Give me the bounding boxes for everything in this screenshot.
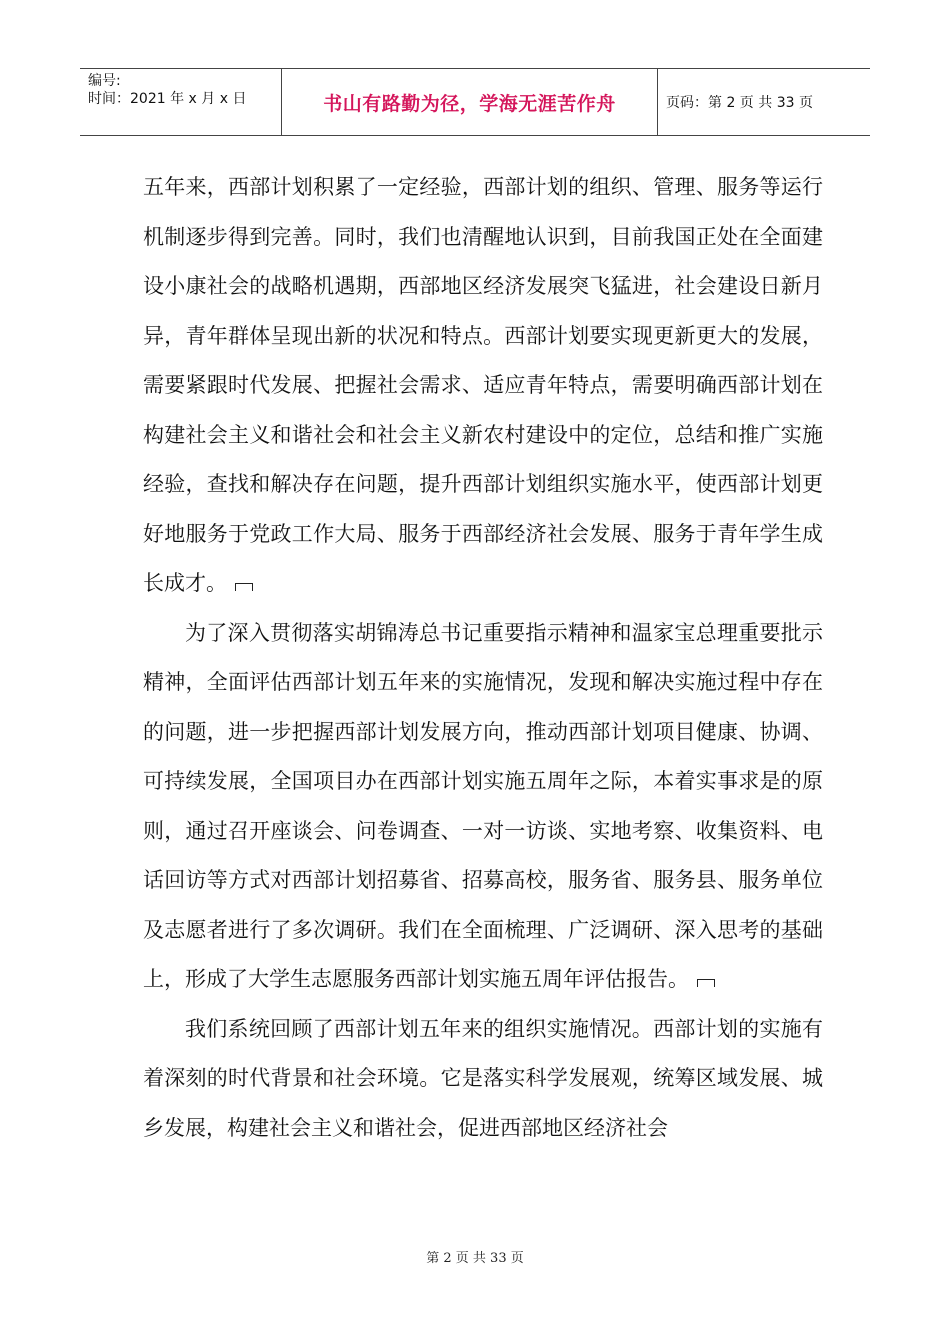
serial-number-label: 编号: [88,73,121,89]
paragraph-2 [143,609,823,1005]
page-footer: 第 2 页 共 33 页 [426,1251,524,1266]
paragraph-1-text: 五年来，西部计划积累了一定经验，西部计划的组织、管理、服务等运行机制逐步得到完善。同时，我们也清醒地认识到，目前我国正处在全面建设小康社会的战略机遇期，西部地区经济发展突飞猛进，社会建设日新月异，青年群体呈现出新的状况和特点。西部计划要实现更新更大的发展，需要紧跟时代发展、把握社会需求、适应青年特点，需要明确西部计划在构建社会主义和谐社会和社会主义新农村建设中的定位，总结和推广实施经验，查找和解决存在问题，提升西部计划组织实施水平，使西部计划更好地服务于党政工作大局、服务于西部经济社会发展、服务于青年学生成长成才。 [143,175,823,595]
paragraph-mark-icon [235,583,253,591]
header-page-info: 页码：第 2 页 共 33 页 [666,95,813,111]
paragraph-mark-icon [697,979,715,987]
header-motto: 书山有路勤为径，学海无涯苦作舟 [282,69,658,135]
document-body [143,163,823,1153]
paragraph-2-text: 为了深入贯彻落实胡锦涛总书记重要指示精神和温家宝总理重要批示精神，全面评估西部计划五年来的实施情况，发现和解决实施过程中存在的问题，进一步把握西部计划发展方向，推动西部计划项目健康、协调、可持续发展，全国项目办在西部计划实施五周年之际，本着实事求是的原则，通过召开座谈会、问卷调查、一对一访谈、实地考察、收集资料、电话回访等方式对西部计划招募省、招募高校，服务省、服务县、服务单位及志愿者进行了多次调研。我们在全面梳理、广泛调研、深入思考的基础上，形成了大学生志愿服务西部计划实施五周年评估报告。 [143,620,823,991]
paragraph-3-text: 我们系统回顾了西部计划五年来的组织实施情况。西部计划的实施有着深刻的时代背景和社会环境。它是落实科学发展观，统筹区域发展、城乡发展，构建社会主义和谐社会，促进西部地区经济社会 [143,1016,823,1140]
paragraph-3 [143,1005,823,1154]
date-label: 时间：2021 年 x 月 x 日 [88,91,247,107]
header-meta-cell [80,69,282,135]
page-header [80,68,870,136]
paragraph-1 [143,163,823,609]
